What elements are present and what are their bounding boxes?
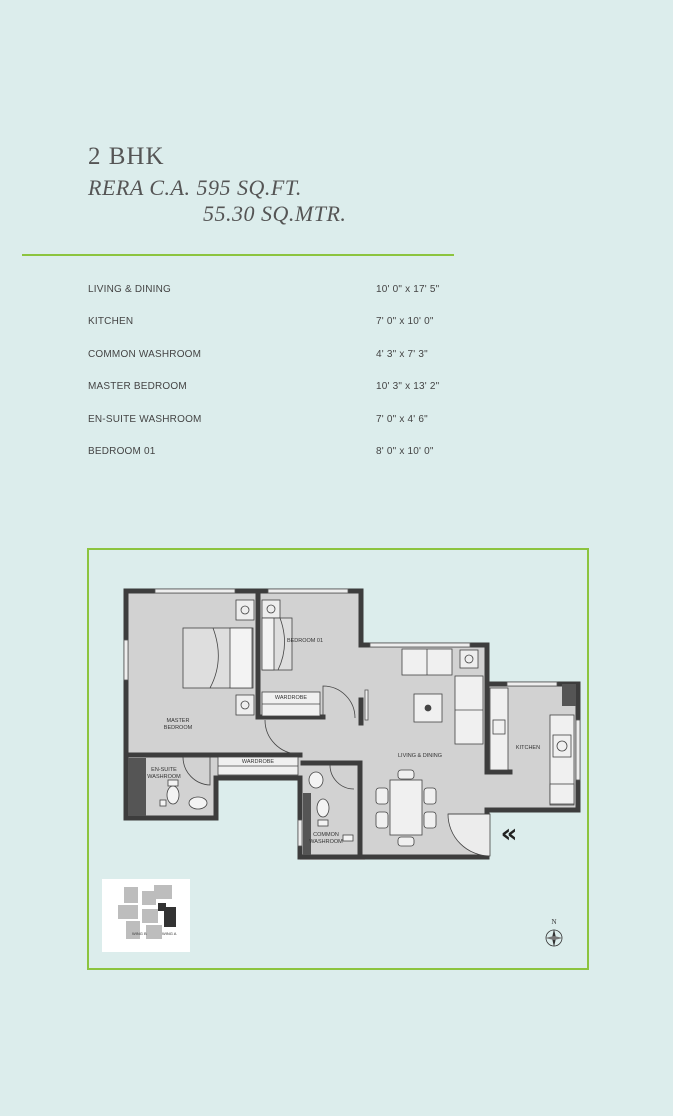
room-size: 4' 3" x 7' 3" bbox=[376, 348, 428, 360]
label-bedroom01: BEDROOM 01 bbox=[286, 638, 324, 644]
room-name: COMMON WASHROOM bbox=[88, 348, 202, 360]
label-master-1: MASTER bbox=[166, 718, 190, 724]
carpet-area-sqft: RERA C.A. 595 SQ.FT. bbox=[88, 175, 302, 200]
label-kitchen: KITCHEN bbox=[515, 745, 541, 751]
common-shaft bbox=[303, 793, 311, 855]
room-name: LIVING & DINING bbox=[88, 284, 172, 295]
bedroom01-bed bbox=[262, 618, 292, 670]
room-name: EN-SUITE WASHROOM bbox=[88, 413, 202, 425]
compass-icon bbox=[542, 926, 566, 950]
label-wardrobe-lower: WARDROBE bbox=[241, 759, 275, 765]
room-size: 7' 0" x 10' 0" bbox=[376, 316, 434, 328]
north-label: N bbox=[551, 918, 557, 926]
room-size: 10' 3" x 13' 2" bbox=[376, 381, 440, 393]
label-ensuite-1: EN-SUITE bbox=[151, 767, 177, 773]
keyplan-wing-a: WING A bbox=[162, 931, 177, 936]
room-name: BEDROOM 01 bbox=[88, 445, 156, 457]
kitchen-shaft bbox=[562, 684, 576, 706]
carpet-area-sqm: 55.30 SQ.MTR. bbox=[203, 201, 347, 226]
unit-type-title: 2 BHK bbox=[88, 143, 165, 170]
north-compass bbox=[542, 918, 566, 950]
label-common-1: COMMON bbox=[313, 832, 339, 838]
room-name: KITCHEN bbox=[88, 316, 134, 328]
room-size: 8' 0" x 10' 0" bbox=[376, 445, 434, 457]
label-wardrobe-upper: WARDROBE bbox=[274, 695, 308, 701]
key-plan bbox=[102, 879, 190, 952]
room-name: MASTER BEDROOM bbox=[88, 381, 187, 393]
key-plan-drawing bbox=[102, 879, 190, 952]
room-size: 7' 0" x 4' 6" bbox=[376, 413, 428, 425]
label-master-2: BEDROOM bbox=[163, 725, 193, 731]
master-bed bbox=[183, 628, 253, 688]
entry-arrow: « bbox=[500, 819, 518, 849]
label-common-2: WASHROOM bbox=[309, 839, 343, 845]
label-living: LIVING & DINING bbox=[397, 753, 443, 759]
room-size: 10' 0" x 17' 5" bbox=[376, 284, 440, 295]
label-ensuite-2: WASHROOM bbox=[147, 774, 181, 780]
keyplan-wing-b: WING B bbox=[132, 931, 147, 936]
ensuite-shaft bbox=[128, 758, 146, 816]
